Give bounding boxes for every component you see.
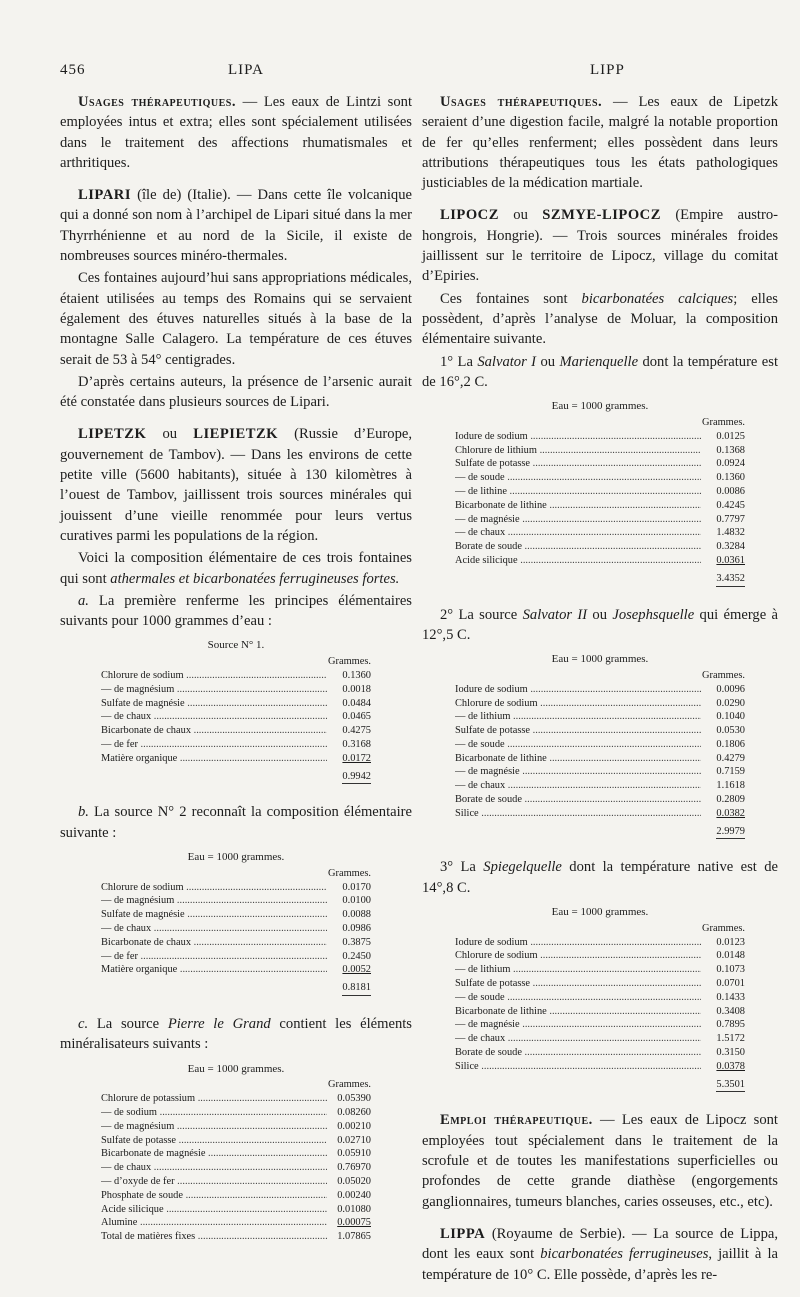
table-row <box>455 724 745 738</box>
compound-value: 0.3408 <box>716 1005 745 1017</box>
table-row <box>101 1106 371 1120</box>
table-row <box>455 977 745 991</box>
table-row <box>101 894 371 908</box>
compound-name: — de chaux ..... <box>101 710 327 724</box>
compound-value: 0.0986 <box>342 922 371 934</box>
total-label: Total de matières fixes ..... <box>101 1230 327 1244</box>
table-row <box>455 991 745 1005</box>
compound-name: — de lithium ..... <box>455 710 701 724</box>
compound-value: 0.0290 <box>716 697 745 709</box>
table-row <box>455 430 745 444</box>
compound-name: Bicarbonate de chaux ..... <box>101 724 327 738</box>
table-row <box>101 950 371 964</box>
table-row <box>455 554 745 568</box>
compound-name: Sulfate de potasse ..... <box>455 457 701 471</box>
table-row <box>455 1060 745 1074</box>
table-row <box>101 1216 371 1230</box>
compound-value: 0.00210 <box>337 1120 371 1132</box>
table-total <box>455 572 745 587</box>
table-row <box>455 513 745 527</box>
compound-value: 0.1433 <box>716 991 745 1003</box>
table-row <box>101 1189 371 1203</box>
compound-value: 1.1618 <box>716 780 745 792</box>
table-row <box>101 1134 371 1148</box>
compound-name: Sulfate de potasse ..... <box>455 724 701 738</box>
table-row <box>455 936 745 950</box>
compound-name: Bicarbonate de lithine ..... <box>455 499 701 513</box>
source-a-paragraph: a. La première renferme les principes élémentaires suivants pour 1000 grammes d’eau : <box>60 592 412 630</box>
compound-value: 0.0530 <box>716 725 745 737</box>
compound-name: Silice ..... <box>455 1060 701 1074</box>
compound-value: 0.0701 <box>716 978 745 990</box>
compound-name: Matière organique ..... <box>101 752 327 766</box>
lipari-paragraph-3: D’après certains auteurs, la présence de l’arsenic aurait été constatée dans plusieurs sources de Lipari. <box>60 373 412 411</box>
composition-table <box>455 906 745 1092</box>
compound-name: Bicarbonate de magnésie ..... <box>101 1147 327 1161</box>
table-caption: Eau = 1000 grammes. <box>187 850 285 863</box>
table-row <box>101 1120 371 1134</box>
table-row <box>455 526 745 540</box>
compound-value: 0.2450 <box>342 950 371 962</box>
table-unit-header: Grammes. <box>328 656 371 668</box>
table-row <box>101 1203 371 1217</box>
compound-value: 0.00075 <box>337 1217 371 1229</box>
compound-value: 0.7159 <box>716 766 745 778</box>
compound-value: 0.3284 <box>716 541 745 553</box>
compound-name: — de magnésie ..... <box>455 765 701 779</box>
compound-value: 0.0052 <box>342 964 371 976</box>
compound-name: Bicarbonate de chaux ..... <box>101 936 327 950</box>
compound-name: — de magnésie ..... <box>455 513 701 527</box>
compound-name: Chlorure de lithium ..... <box>455 444 701 458</box>
table-row <box>101 908 371 922</box>
compound-value: 0.7797 <box>716 513 745 525</box>
compound-value: 0.0096 <box>716 683 745 695</box>
table-unit-header: Grammes. <box>702 416 745 428</box>
table-row <box>101 922 371 936</box>
section-heading: Usages thérapeutiques. <box>440 94 603 110</box>
table-row <box>455 1005 745 1019</box>
table-row <box>455 779 745 793</box>
table-row <box>455 1046 745 1060</box>
compound-name: Phosphate de soude ..... <box>101 1189 327 1203</box>
compound-value: 0.1360 <box>342 670 371 682</box>
table-row <box>455 765 745 779</box>
table-row <box>455 793 745 807</box>
table-row <box>101 1175 371 1189</box>
compound-value: 0.0088 <box>342 909 371 921</box>
table-row <box>101 724 371 738</box>
lippa-entry: LIPPA (Royaume de Serbie). — La source de Lippa, dont les eaux sont bicarbonatées ferrugineuses, jaillit à la température de 10° C. Elle possède, d’après les re- <box>422 1225 778 1283</box>
total-value: 2.9979 <box>716 825 745 840</box>
left-column <box>60 92 412 1262</box>
compound-value: 0.0484 <box>342 697 371 709</box>
compound-value: 0.08260 <box>337 1106 371 1118</box>
running-title-right: LIPP <box>590 62 625 78</box>
table-row <box>455 949 745 963</box>
compound-name: Bicarbonate de lithine ..... <box>455 1005 701 1019</box>
lipocz-paragraph-2: Ces fontaines sont bicarbonatées calciques; elles possèdent, d’après l’analyse de Moluar, la composition élémentaire suivante. <box>422 290 778 348</box>
lipetzk-paragraph-2: Voici la composition élémentaire de ces trois fontaines qui sont athermales et bicarbonatées ferrugineuses fortes. <box>60 550 412 587</box>
compound-value: 0.1806 <box>716 738 745 750</box>
table-unit-header: Grammes. <box>328 867 371 879</box>
compound-value: 0.4279 <box>716 752 745 764</box>
compound-name: Borate de soude ..... <box>455 1046 701 1060</box>
compound-name: Alumine ..... <box>101 1216 327 1230</box>
table-row <box>455 444 745 458</box>
compound-value: 0.0924 <box>716 458 745 470</box>
table-caption: Source N° 1. <box>207 639 265 652</box>
compound-value: 1.5172 <box>716 1033 745 1045</box>
table-total <box>455 1078 745 1093</box>
table-caption: Eau = 1000 grammes. <box>551 653 649 666</box>
table-row <box>455 540 745 554</box>
table-row <box>101 710 371 724</box>
compound-name: Matière organique ..... <box>101 963 327 977</box>
entry-heading: LIPARI <box>78 187 132 204</box>
entry-heading: LIPOCZ <box>440 207 499 224</box>
table-total <box>455 825 745 840</box>
compound-value: 0.1073 <box>716 964 745 976</box>
compound-value: 0.0125 <box>716 430 745 442</box>
compound-value: 1.4832 <box>716 527 745 539</box>
compound-name: — de magnésie ..... <box>455 1018 701 1032</box>
compound-value: 0.3875 <box>342 936 371 948</box>
table-unit-header: Grammes. <box>328 1079 371 1091</box>
compound-value: 0.1360 <box>716 472 745 484</box>
usages-paragraph: Usages thérapeutiques. — Les eaux de Lipetzk seraient d’une digestion facile, malgré la notable proportion de fer qu’elles renferment; elles possèdent dans leurs attributions thérapeutiques tous les états pathologiques justiciables de la médication martiale. <box>422 94 778 192</box>
compound-value: 0.05020 <box>337 1175 371 1187</box>
composition-table <box>101 639 371 784</box>
total-value: 0.8181 <box>342 981 371 996</box>
table-row <box>101 881 371 895</box>
compound-name: — de fer ..... <box>101 738 327 752</box>
table-row <box>455 499 745 513</box>
compound-name: Chlorure de sodium ..... <box>101 881 327 895</box>
lipocz-entry: LIPOCZ ou SZMYE-LIPOCZ (Empire austro-hongrois, Hongrie). — Trois sources minérales froides jaillissent sur le territoire de Lipocz, village du comitat d’Epiries. <box>422 207 779 285</box>
compound-value: 0.0378 <box>716 1060 745 1072</box>
running-title-left: LIPA <box>228 62 264 78</box>
total-value: 1.07865 <box>337 1231 371 1243</box>
compound-name: Borate de soude ..... <box>455 793 701 807</box>
compound-name: — de chaux ..... <box>455 526 701 540</box>
table-row <box>455 471 745 485</box>
compound-name: — de magnésium ..... <box>101 683 327 697</box>
table-row <box>455 738 745 752</box>
compound-value: 0.4245 <box>716 499 745 511</box>
compound-name: — de magnésium ..... <box>101 894 327 908</box>
compound-name: Sulfate de potasse ..... <box>455 977 701 991</box>
compound-value: 0.4275 <box>342 725 371 737</box>
table-row <box>101 1147 371 1161</box>
table-total <box>101 981 371 996</box>
compound-name: Iodure de sodium ..... <box>455 430 701 444</box>
table-caption: Eau = 1000 grammes. <box>551 400 649 413</box>
compound-value: 0.0361 <box>716 554 745 566</box>
compound-value: 0.3168 <box>342 739 371 750</box>
compound-value: 0.76970 <box>337 1162 371 1174</box>
compound-value: 0.0170 <box>342 881 371 893</box>
source-c-paragraph: c. La source Pierre le Grand contient les éléments minéralisateurs suivants : <box>60 1015 412 1053</box>
compound-name: Sulfate de potasse ..... <box>101 1134 327 1148</box>
table-unit-header: Grammes. <box>702 669 745 681</box>
usages-paragraph: Usages thérapeutiques. — Les eaux de Lintzi sont employées intus et extra; elles sont spécialement utilisées dans le traitement des affections rhumatismales et arthritiques. <box>60 94 413 171</box>
table-row <box>455 697 745 711</box>
compound-name: — de chaux ..... <box>455 779 701 793</box>
compound-value: 0.01080 <box>337 1203 371 1215</box>
table-row <box>455 1032 745 1046</box>
compound-name: Iodure de sodium ..... <box>455 683 701 697</box>
table-row <box>455 485 745 499</box>
entry-heading: LIPETZK <box>78 426 147 443</box>
compound-name: — de chaux ..... <box>101 922 327 936</box>
compound-value: 0.0100 <box>342 895 371 907</box>
lipari-paragraph-2: Ces fontaines aujourd’hui sans appropriations médicales, étaient utilisées au temps des Romains qui se servaient également des étuves naturelles situés à la base de la montagne Salle Calagero. La température de ces étuves serait de 53 à 54° centigrades. <box>60 270 412 368</box>
compound-name: — de chaux ..... <box>455 1032 701 1046</box>
table-total <box>101 770 371 785</box>
table-row <box>101 738 371 752</box>
table-row <box>101 1161 371 1175</box>
table-row <box>101 1092 371 1106</box>
compound-value: 0.02710 <box>337 1134 371 1146</box>
source-b-paragraph: b. La source N° 2 reconnaît la composition élémentaire suivante : <box>60 804 412 841</box>
table-row <box>455 457 745 471</box>
table-row <box>101 683 371 697</box>
compound-value: 0.7895 <box>716 1019 745 1031</box>
compound-name: Chlorure de potassium ..... <box>101 1092 327 1106</box>
table-row <box>101 752 371 766</box>
compound-name: — de soude ..... <box>455 738 701 752</box>
compound-name: Acide silicique ..... <box>455 554 701 568</box>
compound-name: Acide silicique ..... <box>101 1203 327 1217</box>
compound-name: — d’oxyde de fer ..... <box>101 1175 327 1189</box>
table-row <box>101 669 371 683</box>
compound-value: 0.00240 <box>337 1189 371 1201</box>
compound-name: Chlorure de sodium ..... <box>455 949 701 963</box>
total-value: 3.4352 <box>716 572 745 587</box>
compound-value: 0.2809 <box>716 794 745 806</box>
compound-name: Sulfate de magnésie ..... <box>101 908 327 922</box>
compound-value: 0.0123 <box>716 936 745 948</box>
compound-name: Borate de soude ..... <box>455 540 701 554</box>
compound-value: 0.05910 <box>337 1148 371 1160</box>
table-row <box>101 963 371 977</box>
table-row <box>455 1018 745 1032</box>
compound-name: — de sodium ..... <box>101 1106 327 1120</box>
source-2-paragraph: 2° La source Salvator II ou Josephsquelle qui émerge à 12°,5 C. <box>422 606 778 643</box>
compound-name: Chlorure de sodium ..... <box>101 669 327 683</box>
table-unit-header: Grammes. <box>702 922 745 934</box>
compound-value: 0.1368 <box>716 444 745 456</box>
lipetzk-entry: LIPETZK ou LIEPIETZK (Russie d’Europe, gouvernement de Tambov). — Dans les environs de cette petite ville (5600 habitants), située à 130 kilomètres à l’ouest de Tambov, jaillissent trois sources minérales qui jouissent d’une vieille renommée pour leurs vertus curatives parmi les populations de la région. <box>60 426 413 544</box>
compound-name: Silice ..... <box>455 807 701 821</box>
composition-table <box>101 1063 371 1244</box>
composition-table <box>455 653 745 839</box>
source-3-paragraph: 3° La Spiegelquelle dont la température native est de 14°,8 C. <box>422 859 778 896</box>
section-heading: Emploi thérapeutique. <box>440 1112 593 1129</box>
entry-heading: LIPPA <box>440 1225 486 1242</box>
compound-value: 0.0465 <box>342 711 371 723</box>
composition-table <box>455 400 745 586</box>
emploi-paragraph: Emploi thérapeutique. — Les eaux de Lipocz sont employées tout spécialement dans le traitement de la scrofule et de toutes les manifestations superficielles ou profondes de cette grande diathèse (engorgements ganglionnaires, tumeurs blanches, caries osseuses, etc., etc). <box>422 1112 778 1210</box>
table-row <box>455 807 745 821</box>
compound-name: — de soude ..... <box>455 991 701 1005</box>
composition-table <box>101 851 371 996</box>
compound-value: 0.0086 <box>716 485 745 497</box>
compound-name: Iodure de sodium ..... <box>455 936 701 950</box>
compound-name: — de magnésium ..... <box>101 1120 327 1134</box>
table-caption: Eau = 1000 grammes. <box>187 1062 285 1075</box>
compound-name: — de lithine ..... <box>455 485 701 499</box>
compound-name: — de lithium ..... <box>455 963 701 977</box>
source-1-paragraph: 1° La Salvator I ou Marienquelle dont la température est de 16°,2 C. <box>422 353 779 390</box>
compound-name: Sulfate de magnésie ..... <box>101 697 327 711</box>
right-column <box>422 92 778 1297</box>
compound-name: Chlorure de sodium ..... <box>455 697 701 711</box>
compound-value: 0.0382 <box>716 807 745 819</box>
section-heading: Usages thérapeutiques. <box>78 94 236 110</box>
entry-heading-alt: SZMYE-LIPOCZ <box>542 207 661 224</box>
compound-value: 0.0018 <box>342 683 371 695</box>
table-row <box>101 936 371 950</box>
entry-heading-alt: LIEPIETZK <box>193 426 279 443</box>
table-caption: Eau = 1000 grammes. <box>551 906 649 919</box>
table-row <box>455 683 745 697</box>
total-value: 5.3501 <box>716 1078 745 1093</box>
compound-value: 0.3150 <box>716 1047 745 1059</box>
table-row <box>455 752 745 766</box>
table-row <box>455 710 745 724</box>
compound-name: Bicarbonate de lithine ..... <box>455 752 701 766</box>
table-row <box>101 697 371 711</box>
table-row <box>455 963 745 977</box>
page-number: 456 <box>60 62 86 78</box>
compound-name: — de chaux ..... <box>101 1161 327 1175</box>
compound-value: 0.0148 <box>716 950 745 962</box>
compound-value: 0.0172 <box>342 752 371 764</box>
total-value: 0.9942 <box>342 770 371 785</box>
compound-name: — de soude ..... <box>455 471 701 485</box>
table-total-row <box>101 1230 371 1244</box>
compound-value: 0.1040 <box>716 711 745 723</box>
compound-value: 0.05390 <box>337 1093 371 1105</box>
lipari-entry: LIPARI (île de) (Italie). — Dans cette île volcanique qui a donné son nom à l’archipel de Lipari situé dans la mer Thyrrhénienne et au nord de la Sicile, il existe de nombreuses sources minéro-thermales. <box>60 187 412 265</box>
compound-name: — de fer ..... <box>101 950 327 964</box>
